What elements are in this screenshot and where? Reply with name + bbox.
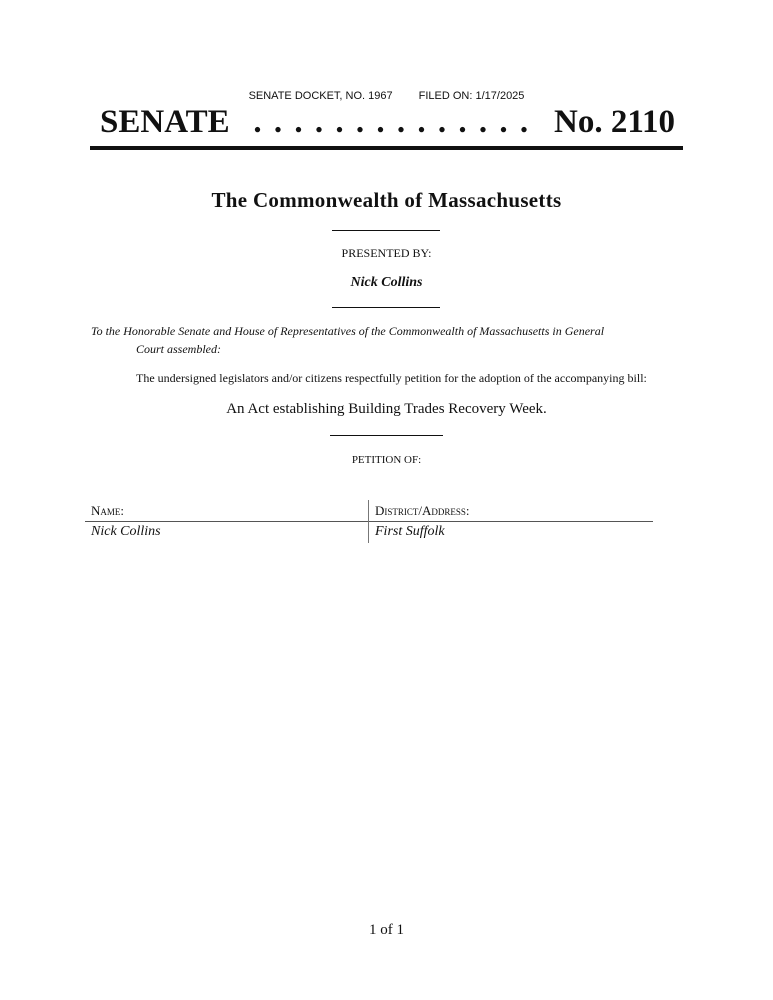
- divider: [330, 435, 443, 436]
- header-rule: [90, 146, 683, 150]
- chamber-title: SENATE: [100, 104, 230, 140]
- filed-date: FILED ON: 1/17/2025: [418, 90, 525, 102]
- divider: [332, 307, 440, 308]
- header-district: District/Address:: [375, 503, 470, 518]
- header-name: Name:: [91, 503, 124, 518]
- leader-dots: . . . . . . . . . . . . . .: [253, 104, 531, 140]
- address-line-1: To the Honorable Senate and House of Representatives of the Commonwealth of Massachusetts in General: [91, 324, 605, 338]
- docket-number: SENATE DOCKET, NO. 1967: [248, 90, 393, 102]
- petitioner-district: First Suffolk: [375, 524, 445, 539]
- presented-by-label: PRESENTED BY:: [341, 246, 432, 260]
- address-line-2: Court assembled:: [136, 342, 221, 356]
- page-number: 1 of 1: [369, 922, 404, 938]
- petition-text: The undersigned legislators and/or citizens respectfully petition for the adoption of the accompanying bill:: [136, 371, 647, 385]
- petitioner-name: Nick Collins: [91, 524, 161, 539]
- bill-number: No. 2110: [553, 104, 675, 140]
- bill-title: An Act establishing Building Trades Recovery Week.: [226, 401, 547, 417]
- table-header-rule: [85, 521, 653, 522]
- title-line: [100, 104, 675, 141]
- petition-of-label: PETITION OF:: [351, 454, 422, 466]
- docket-line: [0, 90, 773, 102]
- column-divider: [368, 500, 369, 543]
- commonwealth-heading: The Commonwealth of Massachusetts: [211, 188, 562, 212]
- presenter-name: Nick Collins: [350, 275, 423, 290]
- divider: [332, 230, 440, 231]
